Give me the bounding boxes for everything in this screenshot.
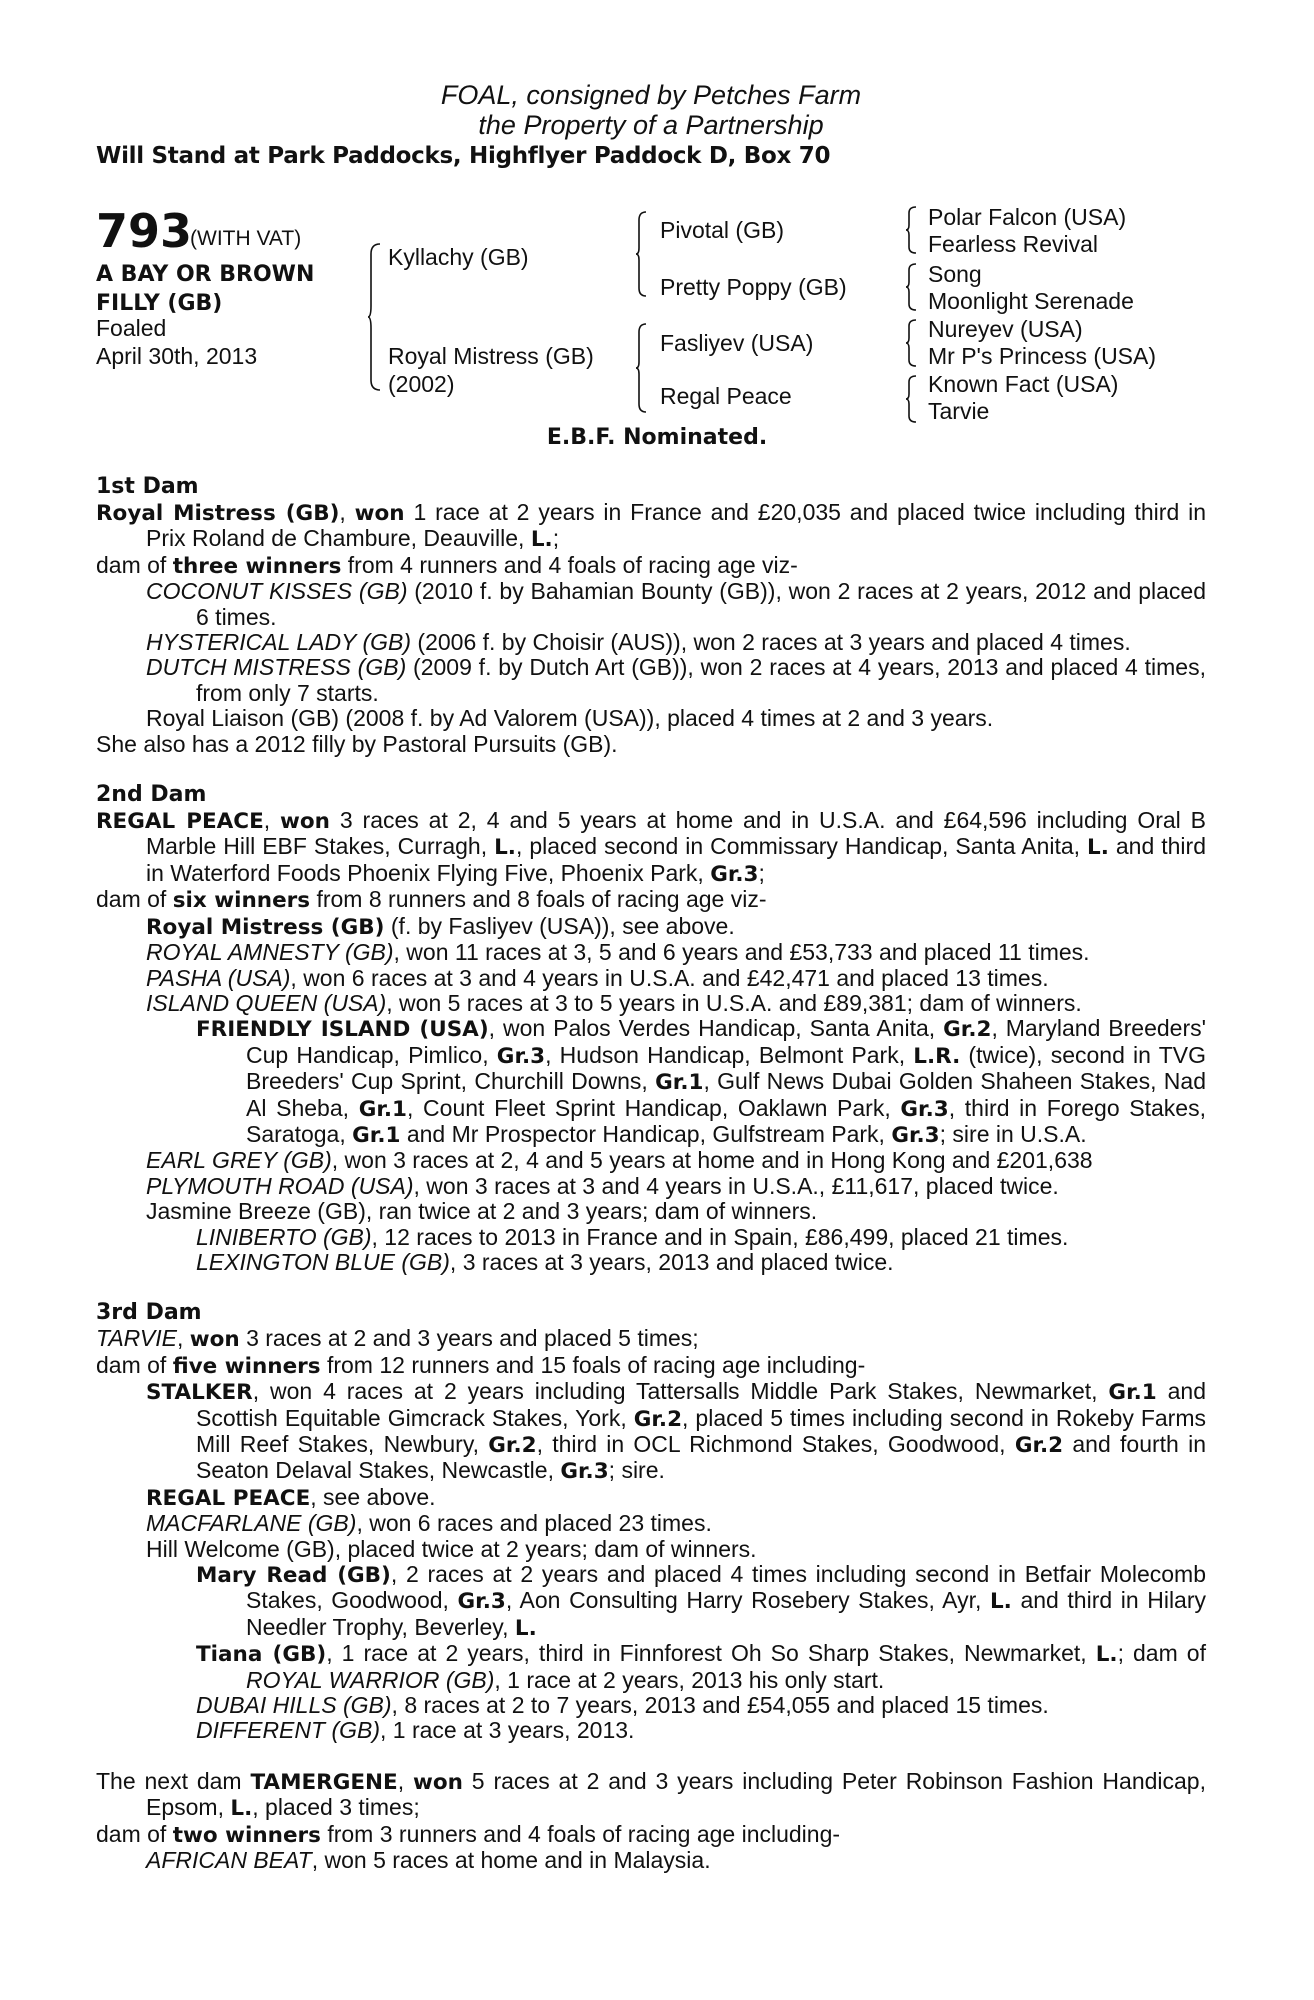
third-dam-produce-summary: dam of five winners from 12 runners and 15 foals of racing age including- bbox=[96, 1351, 866, 1379]
produce-note: She also has a 2012 filly by Pastoral Pursuits (GB). bbox=[96, 730, 618, 757]
pedigree-brace-gen1 bbox=[368, 242, 382, 392]
pedigree-brace-g3-4 bbox=[906, 374, 918, 424]
produce-entry: PASHA (USA), won 6 races at 3 and 4 years in U.S.A. and £42,471 and placed 13 times. bbox=[146, 964, 1049, 991]
dam-sire-name: Fasliyev (USA) bbox=[660, 330, 814, 356]
sire-name: Kyllachy (GB) bbox=[388, 244, 529, 270]
next-dam-produce-summary: dam of two winners from 3 runners and 4 foals of racing age including- bbox=[96, 1820, 841, 1848]
foaled-date: April 30th, 2013 bbox=[96, 343, 258, 369]
g3-ancestor: Tarvie bbox=[928, 398, 990, 424]
third-dam-record: TARVIE, won 3 races at 2 and 3 years and placed 5 times; bbox=[96, 1325, 699, 1353]
consignor-line: FOAL, consigned by Petches Farm bbox=[440, 80, 862, 110]
lot-number: 793 bbox=[96, 204, 193, 258]
pedigree-brace-g3-1 bbox=[906, 205, 918, 255]
stand-location: Will Stand at Park Paddocks, Highflyer Paddock D, Box 70 bbox=[96, 143, 831, 169]
foaled-info bbox=[96, 314, 257, 370]
produce-entry: ISLAND QUEEN (USA), won 5 races at 3 to 5 years in U.S.A. and £89,381; dam of winners. bbox=[146, 989, 1082, 1016]
dam-name: Royal Mistress (GB) bbox=[388, 343, 594, 369]
produce-entry: ROYAL AMNESTY (GB), won 11 races at 3, 5 and 6 years and £53,733 and placed 11 times. bbox=[146, 939, 1090, 966]
first-dam-record: Royal Mistress (GB), won 1 race at 2 years in France and £20,035 and placed twice including third in Prix Roland de Chambure, Deauville, L.; bbox=[96, 499, 1206, 553]
first-dam-produce-summary: dam of three winners from 4 runners and 4 foals of racing age viz- bbox=[96, 551, 798, 579]
dam-year: (2002) bbox=[388, 371, 455, 397]
second-dam-heading: 2nd Dam bbox=[96, 782, 207, 808]
grandproduce-entry: Mary Read (GB), 2 races at 2 years and placed 4 times including second in Betfair Molecomb Stakes, Goodwood, Gr.3, Aon Consulting Harry Rosebery Stakes, Ayr, L. and third in Hilary Needler Trophy, Beverley, L. bbox=[196, 1561, 1207, 1641]
second-dam-produce-summary: dam of six winners from 8 runners and 8 foals of racing age viz- bbox=[96, 886, 767, 914]
produce-entry: Hill Welcome (GB), placed twice at 2 years; dam of winners. bbox=[146, 1535, 757, 1562]
next-dam-record: The next dam TAMERGENE, won 5 races at 2 and 3 years including Peter Robinson Fashion Handicap, Epsom, L., placed 3 times; bbox=[96, 1767, 1206, 1822]
grandproduce-entry: Tiana (GB), 1 race at 2 years, third in Finnforest Oh So Sharp Stakes, Newmarket, L.; dam of ROYAL WARRIOR (GB), 1 race at 2 years, 2013 his only start. bbox=[196, 1640, 1206, 1693]
produce-entry: MACFARLANE (GB), won 6 races and placed 23 times. bbox=[146, 1510, 712, 1537]
catalogue-body bbox=[96, 474, 1206, 1874]
third-dam-heading: 3rd Dam bbox=[96, 1300, 202, 1326]
vat-note: (WITH VAT) bbox=[190, 227, 302, 250]
sire-dam-name: Pretty Poppy (GB) bbox=[660, 274, 847, 300]
property-line: the Property of a Partnership bbox=[478, 110, 824, 140]
g3-ancestor: Mr P's Princess (USA) bbox=[928, 343, 1157, 369]
g3-ancestor: Polar Falcon (USA) bbox=[928, 204, 1127, 230]
sire-sire-name: Pivotal (GB) bbox=[660, 217, 784, 243]
lot-description-line2: FILLY (GB) bbox=[96, 291, 223, 316]
second-dam-record: REGAL PEACE, won 3 races at 2, 4 and 5 years at home and in U.S.A. and £64,596 including Oral B Marble Hill EBF Stakes, Curragh, L., placed second in Commissary Handicap, Santa Anita, L. and third in Waterford Foods Phoenix Flying Five, Phoenix Park, Gr.3; bbox=[96, 807, 1207, 887]
produce-entry: STALKER, won 4 races at 2 years including Tattersalls Middle Park Stakes, Newmarket, Gr.1 and Scottish Equitable Gimcrack Stakes, York, Gr.2, placed 5 times including second in Rokeby Farms Mill Reef Stakes, Newbury, Gr.2, third in OCL Richmond Stakes, Goodwood, Gr.2 and fourth in Seaton Delaval Stakes, Newcastle, Gr.3; sire. bbox=[146, 1378, 1207, 1485]
produce-entry: HYSTERICAL LADY (GB) (2006 f. by Choisir (AUS)), won 2 races at 3 years and placed 4 times. bbox=[146, 629, 1131, 656]
g3-ancestor: Moonlight Serenade bbox=[928, 288, 1134, 314]
produce-entry: REGAL PEACE, see above. bbox=[146, 1483, 436, 1511]
produce-entry: COCONUT KISSES (GB) (2010 f. by Bahamian Bounty (GB)), won 2 races at 2 years, 2012 and placed 6 times. bbox=[146, 578, 1206, 630]
produce-entry: Royal Mistress (GB) (f. by Fasliyev (USA)), see above. bbox=[146, 912, 735, 940]
g3-ancestor: Known Fact (USA) bbox=[928, 371, 1119, 397]
pedigree-brace-g3-3 bbox=[906, 318, 918, 368]
lot-description bbox=[96, 260, 366, 318]
first-dam-heading: 1st Dam bbox=[96, 474, 199, 499]
ebf-nomination: E.B.F. Nominated. bbox=[546, 425, 768, 450]
produce-entry: DUTCH MISTRESS (GB) (2009 f. by Dutch Art (GB)), won 2 races at 4 years, 2013 and placed 4 times, from only 7 starts. bbox=[146, 654, 1206, 706]
produce-entry: Jasmine Breeze (GB), ran twice at 2 and 3 years; dam of winners. bbox=[146, 1198, 818, 1225]
produce-entry: AFRICAN BEAT, won 5 races at home and in Malaysia. bbox=[146, 1847, 711, 1874]
foaled-label: Foaled bbox=[96, 315, 167, 341]
grandproduce-entry: LINIBERTO (GB), 12 races to 2013 in France and in Spain, £86,499, placed 21 times. bbox=[196, 1223, 1069, 1250]
g3-ancestor: Nureyev (USA) bbox=[928, 316, 1083, 342]
produce-entry: Royal Liaison (GB) (2008 f. by Ad Valorem (USA)), placed 4 times at 2 and 3 years. bbox=[146, 705, 994, 732]
grandproduce-entry: LEXINGTON BLUE (GB), 3 races at 3 years, 2013 and placed twice. bbox=[196, 1248, 894, 1275]
g3-ancestor: Song bbox=[928, 261, 982, 287]
g3-ancestor: Fearless Revival bbox=[928, 231, 1098, 257]
pedigree-brace-g3-2 bbox=[906, 262, 918, 312]
grandproduce-entry: DUBAI HILLS (GB), 8 races at 2 to 7 years, 2013 and £54,055 and placed 15 times. bbox=[196, 1692, 1049, 1719]
pedigree-brace-sire bbox=[636, 210, 648, 298]
produce-entry: PLYMOUTH ROAD (USA), won 3 races at 3 and 4 years in U.S.A., £11,617, placed twice. bbox=[146, 1172, 1059, 1199]
produce-entry: EARL GREY (GB), won 3 races at 2, 4 and 5 years at home and in Hong Kong and £201,638 bbox=[146, 1147, 1093, 1174]
grandproduce-entry: FRIENDLY ISLAND (USA), won Palos Verdes Handicap, Santa Anita, Gr.2, Maryland Breeders' Cup Handicap, Pimlico, Gr.3, Hudson Handicap, Belmont Park, L.R. (twice), second in TVG Breeders' Cup Sprint, Churchill Downs, Gr.1, Gulf News Dubai Golden Shaheen Stakes, Nad Al Sheba, Gr.1, Count Fleet Sprint Handicap, Oaklawn Park, Gr.3, third in Forego Stakes, Saratoga, Gr.1 and Mr Prospector Handicap, Gulfstream Park, Gr.3; sire in U.S.A. bbox=[196, 1015, 1207, 1148]
lot-description-line1: A BAY OR BROWN bbox=[96, 262, 315, 287]
dam-dam-name: Regal Peace bbox=[660, 383, 792, 409]
consignor-header bbox=[96, 80, 1206, 140]
grandproduce-entry: DIFFERENT (GB), 1 race at 3 years, 2013. bbox=[196, 1717, 635, 1744]
pedigree-brace-dam bbox=[636, 322, 648, 414]
